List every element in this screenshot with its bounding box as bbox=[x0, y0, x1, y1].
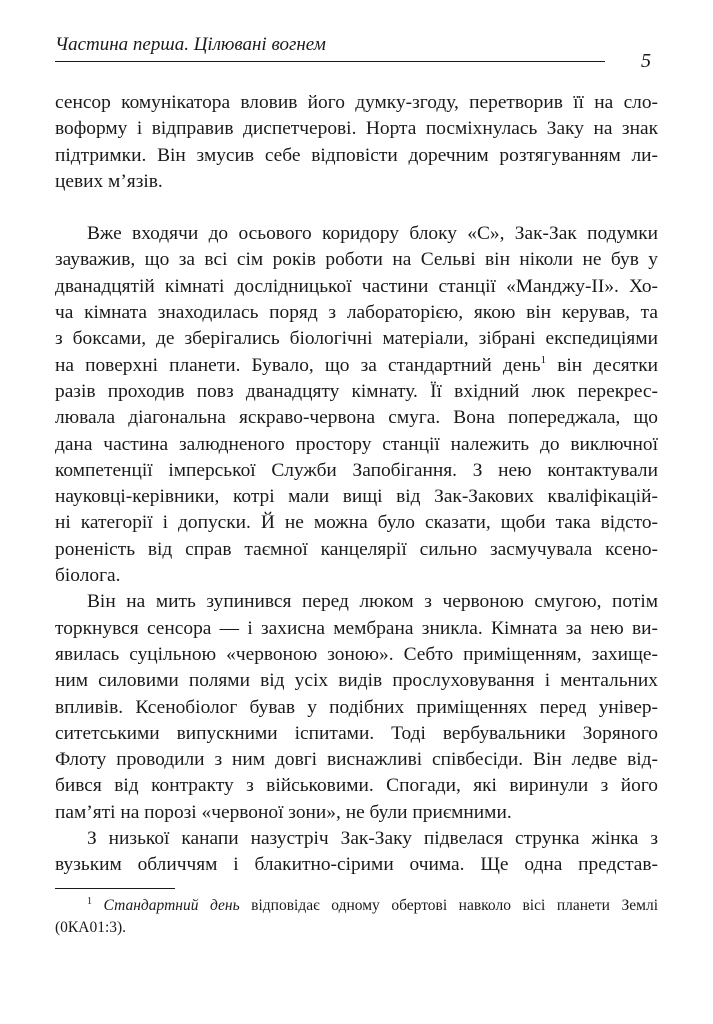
text-line: підтримки. Він змусив себе відповісти доречним розтягуванням ли- bbox=[55, 144, 658, 166]
text-line: Флоту проводили з ним довгі виснажливі співбесіди. Він ледве від- bbox=[55, 749, 658, 771]
text-line: сенсор комунікатора вловив його думку-згоду, перетворив її на сло- bbox=[55, 92, 658, 113]
text-line: ним силовими полями від усіх видів прослуховування і ментальних bbox=[55, 670, 658, 692]
text-line: пам’яті на порозі «червоної зони», не були приємними. bbox=[55, 801, 512, 823]
footnote-line bbox=[55, 895, 658, 917]
text-line: ні категорії і допуски. Й не можна було сказати, щоби така відсто- bbox=[55, 512, 658, 534]
text-line: З низької канапи назустріч Зак-Заку підвелася струнка жінка з bbox=[87, 828, 658, 850]
text-line: біолога. bbox=[55, 565, 121, 587]
text-line: воформу і відправив диспетчерові. Норта посміхнулась Заку на знак bbox=[55, 118, 658, 140]
text-line: впливів. Ксенобіолог бував у подібних приміщеннях перед універ- bbox=[55, 696, 658, 718]
section-gap bbox=[55, 195, 658, 221]
footnote-text: відповідає одному обертові навколо вісі планети Землі bbox=[239, 897, 659, 914]
text-line: науковці-керівники, котрі мали вищі від Зак-Закових кваліфікацій- bbox=[55, 486, 658, 508]
text-line: ситетськими випускними іспитами. Тоді вербувальники Зоряного bbox=[55, 722, 658, 744]
footnote-reference[interactable]: 1 bbox=[540, 353, 547, 366]
text-line: торкнувся сенсора — і захисна мембрана зникла. Кімната за нею ви- bbox=[55, 617, 658, 639]
text-line: з боксами, де зберігались біологічні матеріали, зібрані експедиціями bbox=[55, 328, 658, 350]
footnote-term: Стандартний день bbox=[103, 897, 240, 914]
text-line: ча кімната знаходилась поряд з лабораторією, якою він керував, та bbox=[55, 302, 658, 324]
text-line: Вже входячи до осьового коридору блоку «С», Зак-Зак подумки bbox=[87, 223, 658, 245]
text-line: цевих м’язів. bbox=[55, 170, 163, 192]
footnote bbox=[55, 895, 658, 939]
footnote-rule bbox=[55, 888, 175, 889]
text-line: зауважив, що за всі сім років роботи на Сельві він ніколи не був у bbox=[55, 249, 658, 271]
running-header: Частина перша. Цілювані вогнем bbox=[55, 34, 326, 55]
text-line: вузьким обличчям і блакитно-сірими очима. Ще одна представ- bbox=[55, 854, 658, 876]
text-fragment: він десятки bbox=[546, 354, 658, 376]
footnote-mark: 1 bbox=[87, 896, 92, 907]
header-rule bbox=[55, 61, 605, 62]
page-number: 5 bbox=[641, 50, 651, 72]
text-line: явилась суцільною «червоною зоною». Себто приміщенням, захище- bbox=[55, 643, 658, 665]
text-line: лювала діагональна яскраво-червона смуга. Вона попереджала, що bbox=[55, 407, 658, 429]
text-line-with-footnote bbox=[55, 353, 658, 379]
text-line: разів проходив повз дванадцяту кімнату. Її вхідний люк перекрес- bbox=[55, 380, 658, 402]
text-line: бився від контракту з військовими. Спогади, які виринули з його bbox=[55, 775, 658, 797]
text-line: роненість від справ таємної канцелярії сильно засмучувала ксено- bbox=[55, 538, 658, 560]
text-line: Він на мить зупинився перед люком з червоною смугою, потім bbox=[87, 591, 658, 613]
body-text bbox=[55, 90, 658, 879]
text-line: дванадцятій кімнаті дослідницької частини станції «Манджу-II». Хо- bbox=[55, 275, 658, 297]
text-fragment: на поверхні планети. Бувало, що за стандартний день bbox=[55, 354, 541, 376]
text-line: дана частина залюдненого простору станції належить до виключної bbox=[55, 433, 658, 455]
footnote-line: (0КА01:3). bbox=[55, 919, 127, 936]
text-line: компетенції імперської Служби Запобігання. З нею контактували bbox=[55, 459, 658, 481]
